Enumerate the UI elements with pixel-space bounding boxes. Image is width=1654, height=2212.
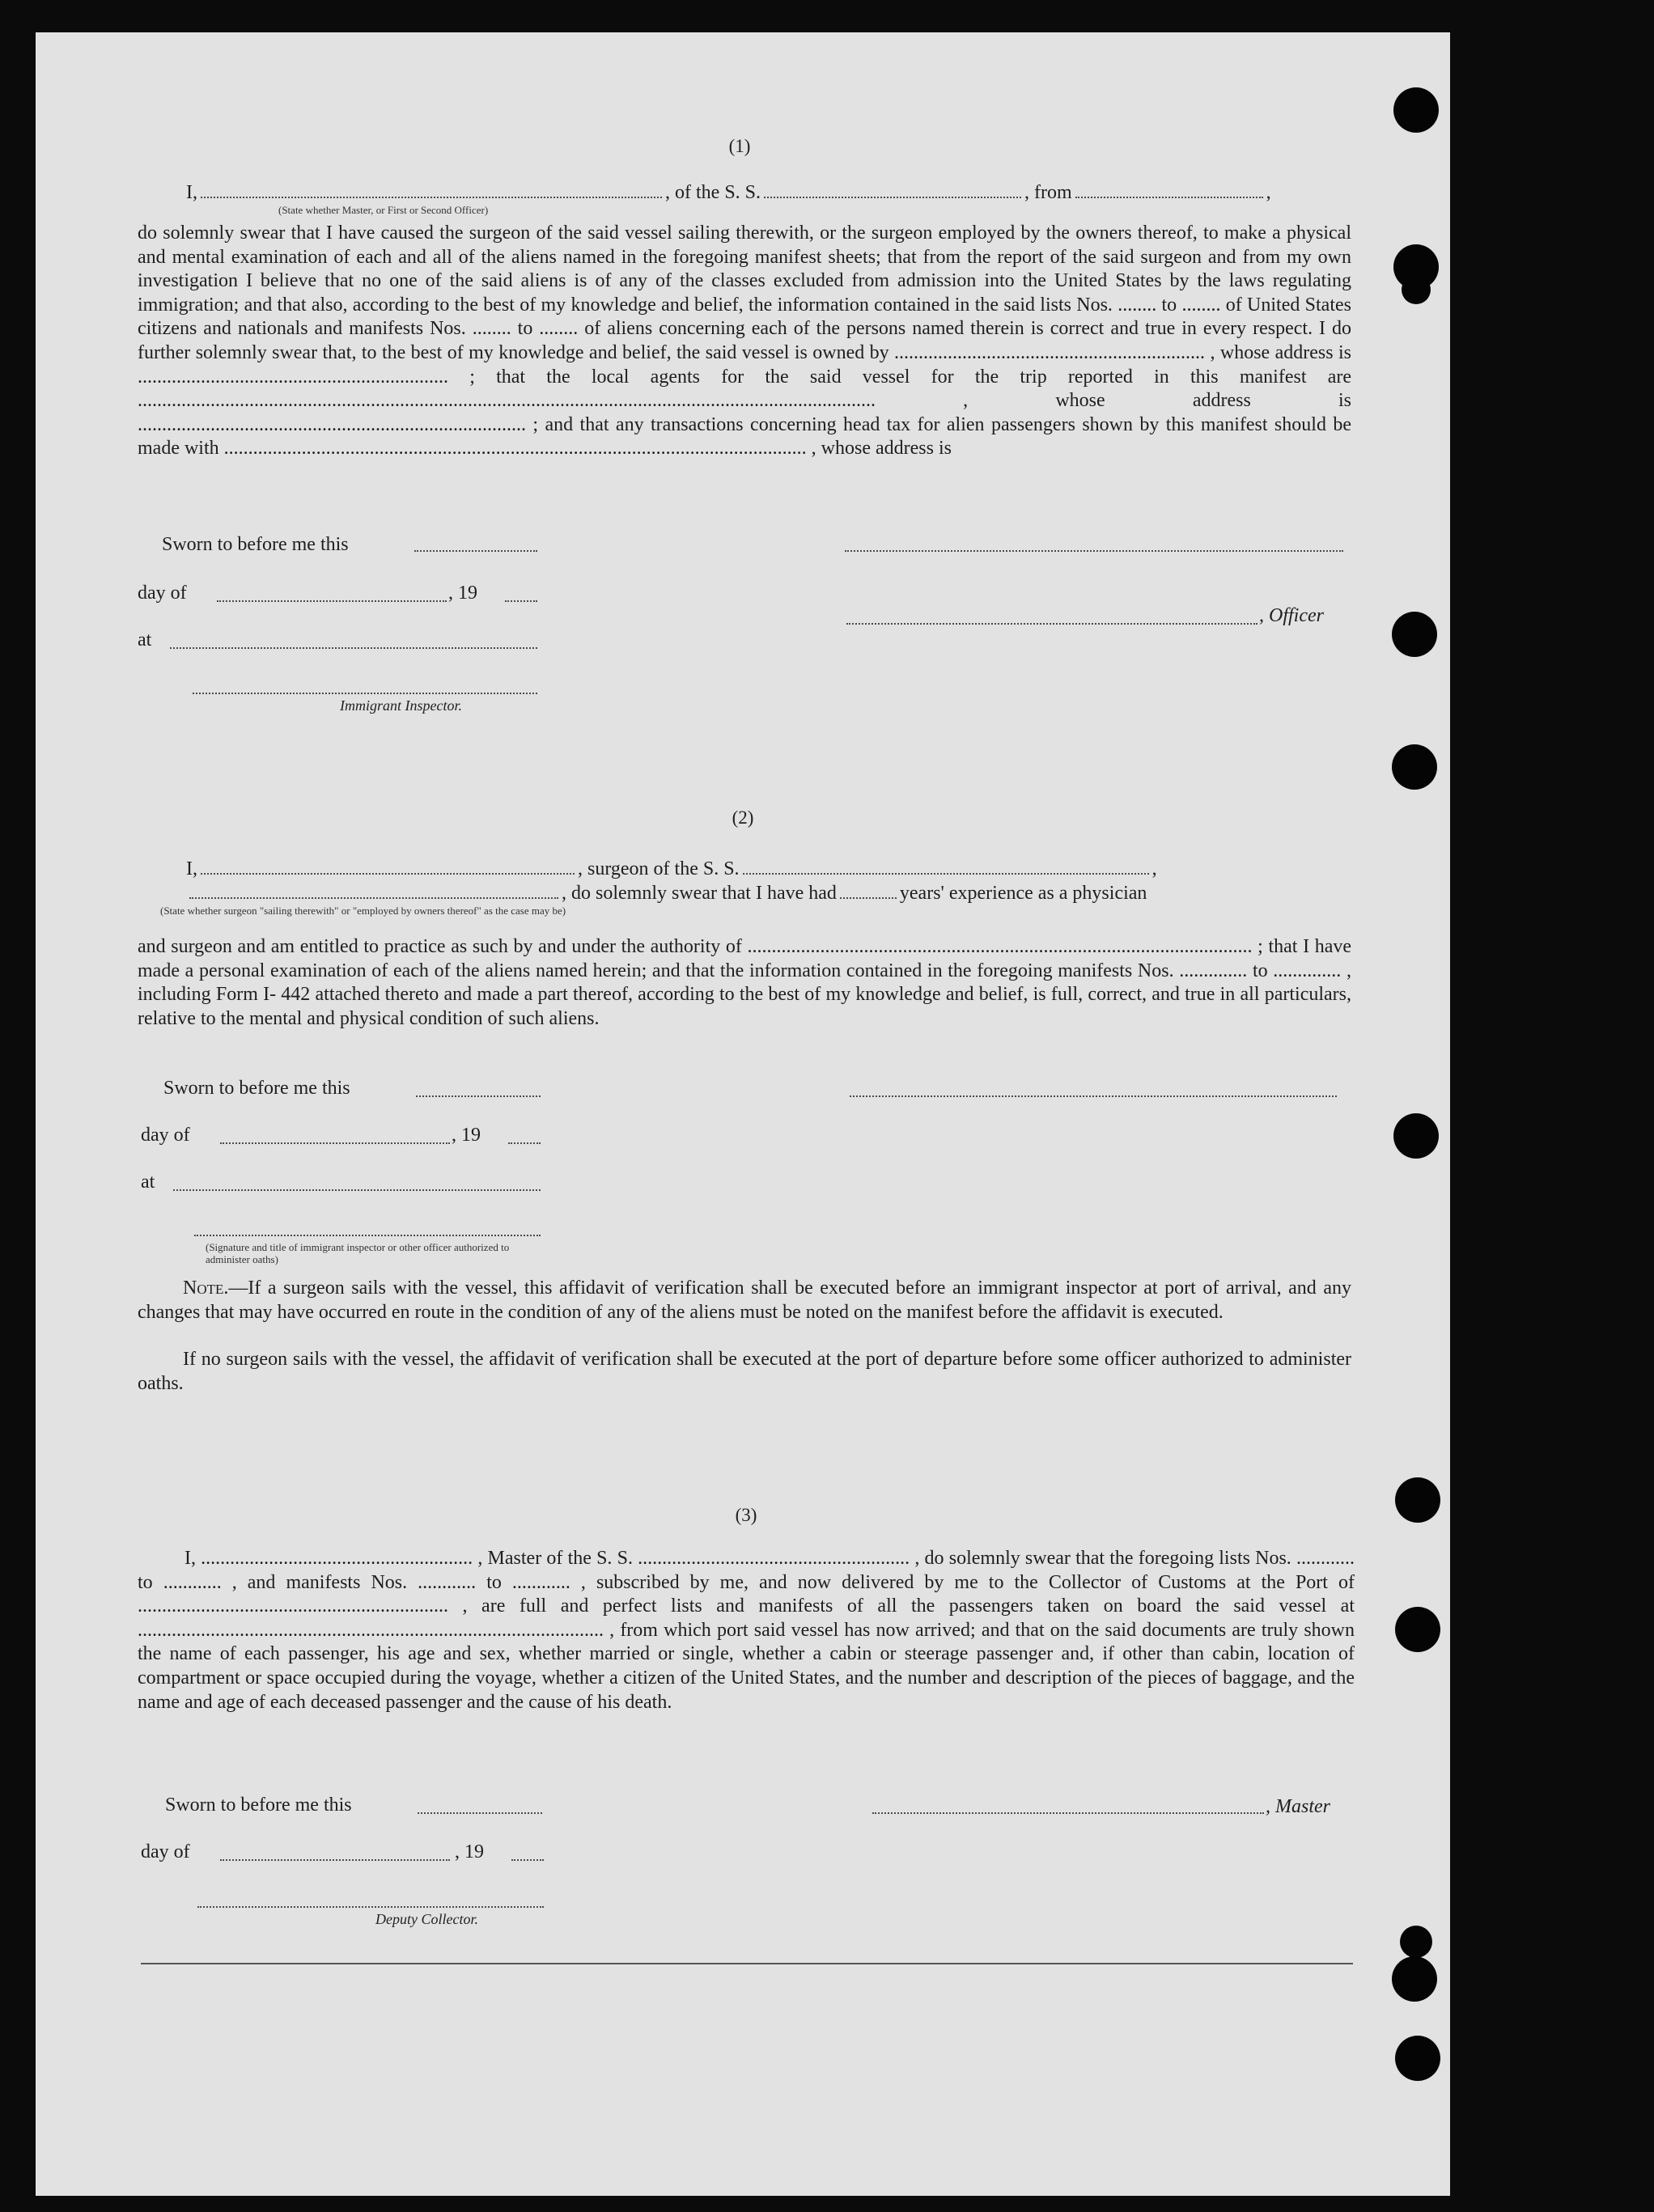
section-1-officer-note: (State whether Master, or First or Second Officer): [278, 204, 489, 216]
section-2-inspector-line: [194, 1235, 541, 1236]
section-2-experience-line: , do solemnly swear that I have had years' experience as a physician: [186, 882, 1147, 905]
section-3-day-of-label: day of: [141, 1841, 190, 1862]
section-3-year-line: [511, 1859, 544, 1861]
section-2-year-line: [508, 1142, 541, 1144]
section-1-day-of-label: day of: [138, 583, 187, 604]
section-1-inspector-caption: Immigrant Inspector.: [340, 697, 462, 714]
section-1-inspector-line: [193, 693, 537, 694]
section-2-sworn-line: [416, 1095, 541, 1097]
section-2-oath-line: I, , surgeon of the S. S. ,: [186, 858, 1157, 879]
section-1-officer-signature-line: [845, 550, 1343, 552]
section-2-signature-note: (Signature and title of immigrant inspector or other officer authorized to administer oaths): [206, 1241, 510, 1265]
punch-hole: [1392, 744, 1437, 790]
form-page: [36, 32, 1450, 2196]
section-1-oath-line: I, , of the S. S. , from ,: [186, 182, 1271, 203]
section-1-at-line: [170, 647, 537, 649]
section-1-sworn-line: [414, 550, 537, 552]
section-3-number: (3): [735, 1505, 757, 1525]
section-1-number: (1): [728, 136, 751, 156]
section-1-year-label: , 19: [448, 583, 477, 604]
punch-hole: [1392, 612, 1437, 657]
punch-hole: [1395, 1607, 1440, 1652]
section-2-note-1: [138, 1277, 1351, 1324]
punch-hole: [1395, 1477, 1440, 1523]
section-2-body: and surgeon and am entitled to practice as such by and under the authority of ........................................................................................................ ; that I have made a personal examination of each of the aliens named herein; and that the information contained in the foregoing manifests Nos. .............. to .............. , including Form I- 442 attached thereto and made a part thereof, according to the best of my knowledge and belief, is full, correct, and true in all particulars, relative to the mental and physical condition of such aliens.: [138, 936, 1351, 1029]
punch-hole: [1400, 1926, 1432, 1958]
section-3-collector-caption: Deputy Collector.: [375, 1911, 478, 1927]
section-1-year-line: [505, 600, 537, 602]
section-2-day-line: [220, 1142, 450, 1144]
note-label: Note.: [183, 1278, 229, 1299]
section-2-day-of-label: day of: [141, 1125, 190, 1146]
section-1-officer-line: [846, 623, 1257, 625]
note-1-text: —If a surgeon sails with the vessel, this affidavit of verification shall be executed before an immigrant inspector at port of arrival, and any changes that may have occurred en route in the condition of any of the aliens must be noted on the manifest before the affidavit is executed.: [138, 1278, 1351, 1323]
section-1-officer-label: , Officer: [1259, 605, 1324, 626]
bottom-rule: [141, 1963, 1353, 1964]
punch-hole: [1395, 2036, 1440, 2081]
punch-hole: [1402, 275, 1431, 304]
section-3-year-label: , 19: [455, 1841, 484, 1862]
section-2-year-label: , 19: [452, 1125, 481, 1146]
punch-hole: [1393, 87, 1439, 133]
section-2-sworn-label: Sworn to before me this: [163, 1078, 350, 1099]
section-1-sworn-label: Sworn to before me this: [162, 534, 349, 555]
section-2-number: (2): [732, 807, 754, 828]
section-1-day-line: [217, 600, 447, 602]
section-1-body: do solemnly swear that I have caused the surgeon of the said vessel sailing therewith, or the surgeon employed by the owners thereof, to make a physical and mental examination of each and all of the aliens named in the foregoing manifest sheets; that from the report of the said surgeon and from my own investigation I believe that no one of the said aliens is of any of the classes excluded from admission into the United States by the laws regulating immigration; and that also, according to the best of my knowledge and belief, the information contained in the said lists Nos. ........ to ........ of United States citizens and nationals and manifests Nos. ........ to ........ of aliens concerning each of the persons named therein is correct and true in every respect. I do further solemnly swear that, to the best of my knowledge and belief, the said vessel is owned by ................................................................ , whose address is ................................................................ ; that the local agents for the said vessel for the trip reported in this manifest are ........................................................................................................................................................ , whose address is ................................................................................ ; and that any transactions concerning head tax for alien passengers shown by this manifest should be made with ........................................................................................................................ , whose address is: [138, 222, 1351, 460]
section-3-body: I, ........................................................ , Master of the S. S. ........................................................ , do solemnly swear that the foregoing lists Nos. ............ to ............ , and manifests Nos. ............ to ............ , subscribed by me, and now delivered by me to the Collector of Customs at the Port of ................................................................ , are full and perfect lists and manifests of all the passengers taken on board the said vessel at ................................................................................................ , from which port said vessel has now arrived; and that on the said documents are truly shown the name of each passenger, his age and sex, whether married or single, whether a cabin or steerage passenger and, if other than cabin, location of compartment or space occupied during the voyage, whether a citizen of the United States, and the number and description of the pieces of baggage, and the name and age of each deceased passenger and the cause of his death.: [138, 1548, 1355, 1713]
punch-hole: [1393, 1113, 1439, 1159]
section-3-sworn-label: Sworn to before me this: [165, 1795, 352, 1816]
section-3-master-line: [872, 1812, 1264, 1814]
section-1-at-label: at: [138, 629, 152, 650]
section-2-signature-line: [850, 1095, 1337, 1097]
punch-hole: [1392, 1956, 1437, 2002]
section-3-day-line: [220, 1859, 450, 1861]
section-3-collector-line: [197, 1906, 544, 1908]
section-2-at-line: [173, 1189, 541, 1191]
section-2-at-label: at: [141, 1172, 155, 1193]
section-3-sworn-line: [418, 1812, 542, 1814]
section-3-master-label: , Master: [1266, 1796, 1330, 1817]
section-2-surgeon-note: (State whether surgeon "sailing therewith" or "employed by owners thereof" as the case may be): [160, 905, 566, 917]
section-2-note-2: If no surgeon sails with the vessel, the affidavit of verification shall be executed at the port of departure before some officer authorized to administer oaths.: [138, 1349, 1351, 1394]
